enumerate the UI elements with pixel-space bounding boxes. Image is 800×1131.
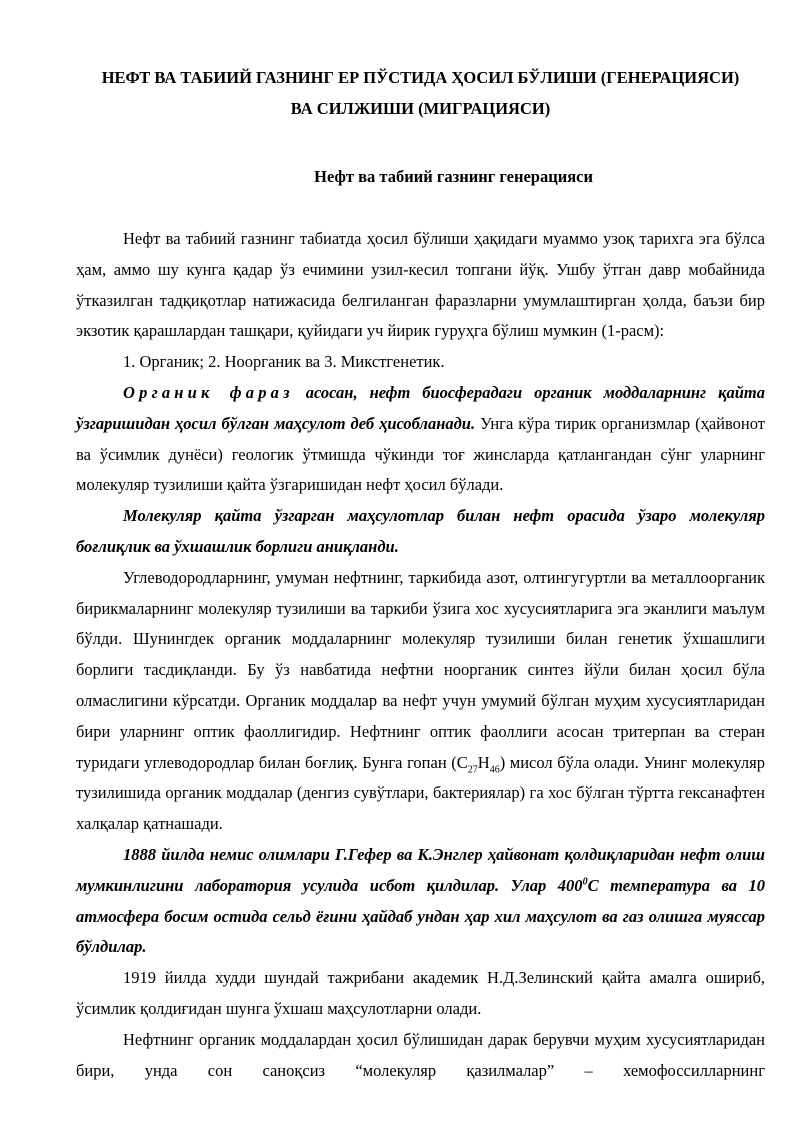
experiment-text-a: 1888 йилда немис олимлари Г.Гефер ва К.Энглер ҳайвонат қолдиқларидан нефт олиш мумкинлигини лаборатория усулида исбот қилдилар. Улар 400 bbox=[76, 844, 765, 895]
paragraph-hypotheses-list: 1. Органик; 2. Ноорганик ва 3. Микстгенетик. bbox=[123, 352, 445, 372]
organic-hypothesis-definition: асосан, нефт биосферадаги органик моддаларнинг қайта ўзгаришидан ҳосил бўлган маҳсулот деб ҳисобланади. bbox=[76, 382, 765, 433]
title-line-1: НЕФТ ВА ТАБИИЙ ГАЗНИНГ ЕР ПЎСТИДА ҲОСИЛ БЎЛИШИ (ГЕНЕРАЦИЯСИ) bbox=[101, 68, 740, 87]
formula-h: H bbox=[477, 752, 490, 772]
document-title bbox=[76, 62, 765, 124]
degree-superscript: 0 bbox=[582, 876, 588, 888]
document-page bbox=[76, 62, 765, 1086]
paragraph-organic-hypothesis bbox=[76, 378, 765, 501]
title-line-2: ВА СИЛЖИШИ (МИГРАЦИЯСИ) bbox=[290, 99, 551, 118]
paragraph-intro: Нефт ва табиий газнинг табиатда ҳосил бўлиши ҳақидаги муаммо узоқ тарихга эга бўлса ҳам, аммо шу кунга қадар ўз ечимини узил-кесил топгани йўқ. Ушбу ўтган давр мобайнида ўтказилган тадқиқотлар натижасида белгиланган фаразларни умумлаштирган ҳолда, баъзи бир экзотик қарашлардан ташқари, қуйидаги уч йирик гуруҳга бўлиш мумкин (1-расм): bbox=[76, 229, 765, 341]
document-body bbox=[76, 224, 765, 1086]
paragraph-1919-experiment: 1919 йилда худди шундай тажрибани академик Н.Д.Зелинский қайта амалга ошириб, ўсимлик қолдиғидан шунга ўхшаш маҳсулотларни олади. bbox=[76, 968, 765, 1018]
organic-hypothesis-text: Унга кўра тирик организмлар (ҳайвонот ва ўсимлик дунёси) геологик ўтмишда чўкинди тоғ жинсларда қатлангандан сўнг уларнинг молекуляр тузилиши қайта ўзгаришидан нефт ҳосил бўлади. bbox=[76, 413, 765, 495]
formula-subscript-2: 46 bbox=[489, 763, 500, 775]
hydrocarbons-text-a: Углеводородларнинг, умуман нефтнинг, таркибида азот, олтингугуртли ва металлоорганик бирикмаларнинг молекуляр тузилиши ва таркиби ўзига хос хусусиятларига эга эканлиги маълум бўлди. Шунингдек органик моддаларнинг молекуляр тузилиши билан генетик ўхшашлиги борлиги тасдиқланди. Бу ўз навбатида нефтни ноорганик синтез йўли билан ҳосил бўла олмаслигини кўрсатди. Органик моддалар ва нефт учун умумий бўлган муҳим хусусиятларидан бири уларнинг оптик фаоллигидир. Нефтнинг оптик фаоллиги асосан тритерпан ва стеран туридаги углеводородлар билан боғлиқ. Бунга гопан (C bbox=[76, 567, 765, 772]
experiment-text-b: С температура ва 10 атмосфера босим остида сельд ёғини ҳайдаб ундан ҳар хил маҳсулот ва газ олишга муяссар бўлдилар. bbox=[76, 875, 765, 957]
formula-subscript-1: 27 bbox=[467, 763, 478, 775]
paragraph-molecular-similarity: Молекуляр қайта ўзгарган маҳсулотлар билан нефт орасида ўзаро молекуляр боғлиқлик ва ўхшашлик борлиги аниқланди. bbox=[76, 506, 765, 556]
hydrocarbons-text-b: ) мисол бўла олади. Унинг молекуляр тузилишида органик моддалар (денгиз сувўтлари, бактериялар) га хос бўлган тўртта гексанафтен халқалар қатнашади. bbox=[76, 752, 765, 834]
paragraph-1888-experiment bbox=[76, 840, 765, 963]
section-subtitle: Нефт ва табиий газнинг генерацияси bbox=[314, 167, 593, 186]
organic-hypothesis-term: Органик фараз bbox=[123, 382, 294, 402]
paragraph-hydrocarbons bbox=[76, 563, 765, 840]
paragraph-chemofossils: Нефтнинг органик моддалардан ҳосил бўлишидан дарак берувчи муҳим хусусиятларидан бири, унда сон саноқсиз “молекуляр қазилмалар” – хемофоссилларнинг bbox=[76, 1029, 765, 1080]
